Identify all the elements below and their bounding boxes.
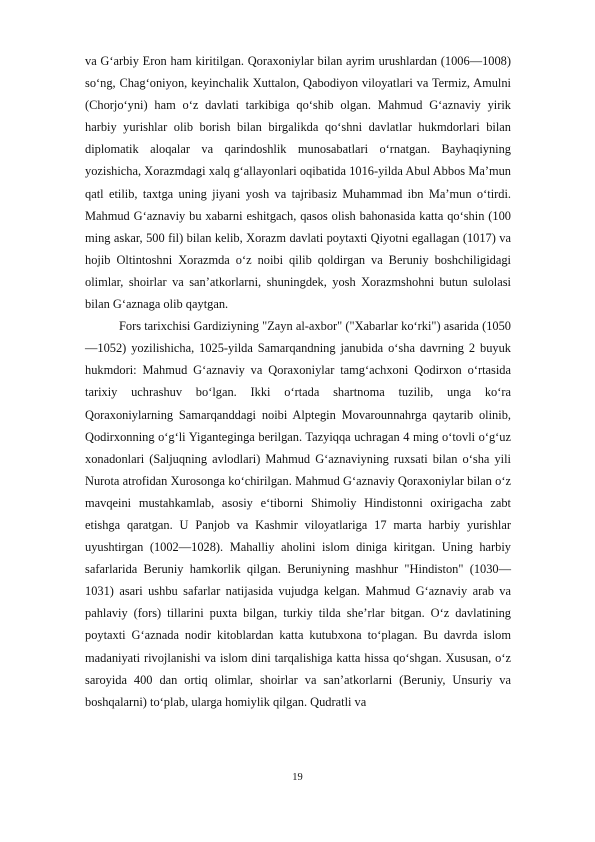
paragraph-ghaznavid-wars: va Gʻarbiy Eron ham kiritilgan. Qoraxoniylar bilan ayrim urushlardan (1006—1008) soʻng, Chagʻoniyon, keyinchalik Xuttalon, Qabodiyon viloyatlari va Termiz, Amulni (Chorjoʻyni) ham oʻz davlati tarkibiga qoʻshib olgan. Mahmud Gʻaznaviy yirik harbiy yurishlar olib borish bilan birgalikda qoʻshni davlatlar hukmdorlari bilan diplomatik aloqalar va qarindoshlik munosabatlari oʻrnatgan. Bayhaqiyning yozishicha, Xorazmdagi xalq gʻallayonlari oqibatida 1016-yilda Abul Abbos Maʼmun qatl etilib, taxtga uning jiyani yosh va tajribasiz Muhammad ibn Maʼmun oʻtirdi. Mahmud Gʻaznaviy bu xabarni eshitgach, qasos olish bahonasida katta qoʻshin (100 ming askar, 500 fil) bilan kelib, Xorazm davlati poytaxti Qiyotni egallagan (1017) va hojib Oltintoshni Xorazmda oʻz noibi qilib qoldirgan va Beruniy boshchiligidagi olimlar, shoirlar va sanʼatkorlarni, shuningdek, yosh Xorazmshohni butun sulolasi bilan Gʻaznaga olib qaytgan. bbox=[85, 54, 511, 312]
paragraph-gardizi-account: Fors tarixchisi Gardiziyning "Zayn al-axbor" ("Xabarlar koʻrki") asarida (1050—1052) yozilishicha, 1025-yilda Samarqandning janubida oʻsha davrning 2 buyuk hukmdori: Mahmud Gʻaznaviy va Qoraxoniylar tamgʻachxoni Qodirxon oʻrtasida tarixiy uchrashuv boʻlgan. Ikki oʻrtada shartnoma tuzilib, unga koʻra Qoraxoniylarning Samarqanddagi noibi Alptegin Movarounnahrga qaytarib olinib, Qodirxonning oʻgʻli Yiganteginga berilgan. Tazyiqqa uchragan 4 ming oʻtovli oʻgʻuz xonadonlari (Saljuqning avlodlari) Mahmud Gʻaznaviyning ruxsati bilan oʻsha yili Nurota atrofidan Xurosonga koʻchirilgan. Mahmud Gʻaznaviy Qoraxoniylar bilan oʻz mavqeini mustahkamlab, asosiy eʻtiborni Shimoliy Hindistonni oxirigacha zabt etishga qaratgan. U Panjob va Kashmir viloyatlariga 17 marta harbiy yurishlar uyushtirgan (1002—1028). Mahalliy aholini islom diniga kiritgan. Uning harbiy safarlarida Beruniy hamkorlik qilgan. Beruniyning mashhur "Hindiston" (1030—1031) asari ushbu safarlar natijasida vujudga kelgan. Mahmud Gʻaznaviy arab va pahlaviy (fors) tillarini puxta bilgan, turkiy tilda sheʼrlar bitgan. Oʻz davlatining poytaxti Gʻaznada nodir kitoblardan katta kutubxona toʻplagan. Bu davrda islom madaniyati rivojlanishi va islom dini tarqalishiga katta hissa qoʻshgan. Xususan, oʻz saroyida 400 dan ortiq olimlar, shoirlar va sanʼatkorlarni (Beruniy, Unsuriy va boshqalarni) toʻplab, ularga homiylik qilgan. Qudratli va bbox=[85, 319, 511, 709]
document-page bbox=[85, 50, 511, 713]
page-number: 19 bbox=[292, 772, 303, 783]
